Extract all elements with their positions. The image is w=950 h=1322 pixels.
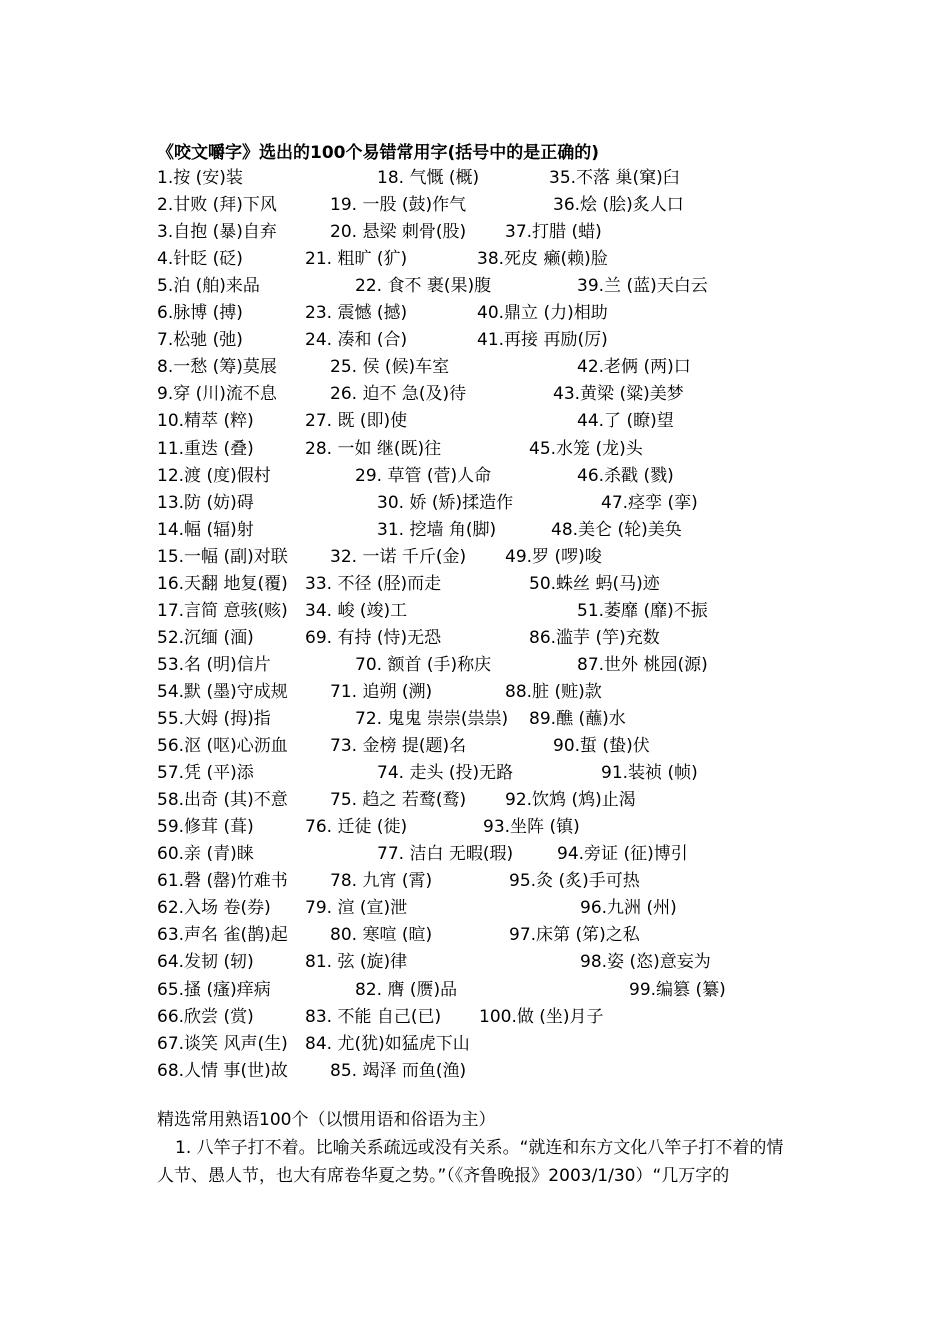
- list-item: 69. 有持 (恃)无恐: [305, 627, 442, 648]
- list-item: 81. 弦 (旋)律: [305, 952, 408, 973]
- list-item: 19. 一股 (鼓)作气: [330, 195, 467, 216]
- list-item: 20. 悬梁 刺骨(股): [330, 222, 467, 243]
- list-item: 26. 迫不 急(及)待: [330, 384, 467, 405]
- list-item: 73. 金榜 提(题)名: [330, 736, 467, 757]
- list-item: 8.一愁 (筹)莫展: [157, 357, 277, 378]
- list-item: 90.蜇 (蛰)伏: [553, 736, 650, 757]
- list-item: 43.黄梁 (粱)美梦: [553, 384, 684, 405]
- list-item: 28. 一如 继(既)往: [305, 438, 442, 459]
- list-item: 98.姿 (恣)意妄为: [580, 952, 711, 973]
- list-item: 40.鼎立 (力)相助: [477, 303, 608, 324]
- list-item: 97.床第 (笫)之私: [509, 925, 640, 946]
- list-item: 15.一幅 (副)对联: [157, 546, 288, 567]
- list-item: 53.名 (明)信片: [157, 654, 271, 675]
- list-row: [0, 300, 950, 327]
- list-item: 100.做 (坐)月子: [479, 1006, 604, 1027]
- list-item: 44.了 (瞭)望: [577, 411, 674, 432]
- list-row: [0, 814, 950, 841]
- list-item: 59.修茸 (葺): [157, 817, 254, 838]
- list-row: [0, 517, 950, 544]
- list-item: 75. 趋之 若鹜(鹜): [330, 790, 467, 811]
- list-row: [0, 760, 950, 787]
- list-item: 27. 既 (即)使: [305, 411, 408, 432]
- list-row: [0, 1031, 950, 1058]
- list-row: [0, 841, 950, 868]
- list-item: 23. 震憾 (撼): [305, 303, 408, 324]
- list-item: 25. 侯 (候)车室: [330, 357, 450, 378]
- list-row: [0, 408, 950, 435]
- list-item: 4.针眨 (砭): [157, 249, 243, 270]
- list-item: 70. 额首 (手)称庆: [355, 654, 492, 675]
- list-item: 76. 迁徒 (徙): [305, 817, 408, 838]
- list-item: 3.自抱 (暴)自弃: [157, 222, 277, 243]
- list-item: 42.老俩 (两)口: [577, 357, 691, 378]
- list-item: 99.编篡 (纂): [629, 979, 726, 1000]
- list-item: 35.不落 巢(窠)臼: [549, 168, 680, 188]
- list-row: [0, 246, 950, 273]
- list-item: 18. 气慨 (概): [377, 168, 480, 188]
- list-item: 30. 娇 (矫)揉造作: [377, 492, 514, 513]
- list-row: [0, 165, 950, 192]
- list-item: 13.防 (妨)碍: [157, 492, 254, 513]
- list-item: 31. 挖墙 角(脚): [377, 519, 497, 540]
- list-item: 56.沤 (呕)心沥血: [157, 736, 288, 757]
- list-item: 80. 寒喧 (暄): [330, 925, 433, 946]
- list-row: [0, 679, 950, 706]
- list-row: [0, 598, 950, 625]
- paragraph-text: 1. 八竿子打不着。比喻关系疏远或没有关系。“就连和东方文化八竿子打不着的情人节、愚人节，也大有席卷华夏之势。”（《齐鲁晚报》2003/1/30）“几万字的: [157, 1138, 784, 1186]
- list-item: 60.亲 (青)睐: [157, 844, 254, 865]
- list-item: 10.精萃 (粹): [157, 411, 254, 432]
- list-item: 17.言简 意骇(赅): [157, 600, 288, 621]
- list-row: [0, 354, 950, 381]
- list-item: 32. 一诺 千斤(金): [330, 546, 467, 567]
- list-item: 65.搔 (瘙)痒病: [157, 979, 271, 1000]
- list-item: 86.滥芋 (竽)充数: [529, 627, 660, 648]
- document-title: 《咬文嚼字》选出的100个易错常用字(括号中的是正确的): [157, 143, 600, 163]
- list-item: 79. 渲 (宣)泄: [305, 898, 408, 919]
- list-item: 55.大姆 (拇)指: [157, 709, 271, 729]
- list-item: 2.甘败 (拜)下风: [157, 195, 277, 216]
- list-row: [0, 949, 950, 976]
- list-item: 78. 九宵 (霄): [330, 871, 433, 892]
- list-item: 83. 不能 自己(已): [305, 1006, 442, 1027]
- list-item: 51.萎靡 (靡)不振: [577, 600, 708, 621]
- list-item: 12.渡 (度)假村: [157, 465, 271, 486]
- list-item: 94.旁证 (征)博引: [557, 844, 688, 865]
- list-row: [0, 219, 950, 246]
- list-row: [0, 1058, 950, 1085]
- list-item: 38.死皮 癞(赖)脸: [477, 249, 608, 270]
- list-item: 45.水笼 (龙)头: [529, 438, 643, 459]
- list-row: [0, 1004, 950, 1031]
- list-row: [0, 436, 950, 463]
- list-item: 66.欣尝 (赏): [157, 1006, 254, 1027]
- list-item: 50.蛛丝 蚂(马)迹: [529, 573, 660, 594]
- section-heading: 精选常用熟语100个（以惯用语和俗语为主）: [157, 1110, 496, 1130]
- list-item: 63.声名 雀(鹊)起: [157, 925, 288, 946]
- list-item: 39.兰 (蓝)天白云: [577, 276, 708, 297]
- list-item: 24. 凑和 (合): [305, 330, 408, 351]
- list-item: 16.天翻 地复(覆): [157, 573, 288, 594]
- list-item: 5.泊 (舶)来品: [157, 276, 260, 297]
- list-item: 41.再接 再励(厉): [477, 330, 608, 351]
- list-item: 49.罗 (啰)唆: [505, 546, 602, 567]
- list-item: 96.九洲 (州): [580, 898, 677, 919]
- list-item: 1.按 (安)装: [157, 168, 243, 188]
- list-item: 62.入场 卷(券): [157, 898, 271, 919]
- list-item: 72. 鬼鬼 崇崇(祟祟): [355, 709, 509, 729]
- list-row: [0, 192, 950, 219]
- list-item: 54.默 (墨)守成规: [157, 681, 288, 702]
- list-row: [0, 381, 950, 408]
- list-item: 7.松驰 (弛): [157, 330, 243, 351]
- list-item: 57.凭 (平)添: [157, 763, 254, 784]
- list-row: [0, 706, 950, 733]
- list-item: 33. 不径 (胫)而走: [305, 573, 442, 594]
- list-row: [0, 733, 950, 760]
- list-item: 22. 食不 裹(果)腹: [355, 276, 492, 297]
- list-item: 61.磬 (罄)竹难书: [157, 871, 288, 892]
- list-item: 11.重迭 (叠): [157, 438, 254, 459]
- list-item: 89.醮 (蘸)水: [529, 709, 626, 729]
- list-item: 36.烩 (脍)炙人口: [553, 195, 684, 216]
- list-row: [0, 868, 950, 895]
- list-item: 88.脏 (赃)款: [505, 681, 602, 702]
- list-row: [0, 977, 950, 1004]
- list-item: 9.穿 (川)流不息: [157, 384, 277, 405]
- list-row: [0, 571, 950, 598]
- list-row: [0, 463, 950, 490]
- list-row: [0, 922, 950, 949]
- list-item: 82. 膺 (赝)品: [355, 979, 458, 1000]
- list-item: 46.杀戳 (戮): [577, 465, 674, 486]
- list-item: 58.出奇 (其)不意: [157, 790, 288, 811]
- list-item: 74. 走头 (投)无路: [377, 763, 514, 784]
- list-row: [0, 787, 950, 814]
- list-row: [0, 490, 950, 517]
- list-row: [0, 327, 950, 354]
- list-item: 87.世外 桃园(源): [577, 654, 708, 675]
- list-item: 47.痉孪 (挛): [601, 492, 698, 513]
- list-item: 34. 峻 (竣)工: [305, 600, 408, 621]
- list-row: [0, 625, 950, 652]
- list-row: [0, 273, 950, 300]
- list-item: 91.装祯 (帧): [601, 763, 698, 784]
- list-item: 14.幅 (辐)射: [157, 519, 254, 540]
- list-item: 37.打腊 (蜡): [505, 222, 602, 243]
- list-item: 29. 草管 (菅)人命: [355, 465, 492, 486]
- list-item: 21. 粗旷 (犷): [305, 249, 408, 270]
- list-item: 95.灸 (炙)手可热: [509, 871, 640, 892]
- list-row: [0, 895, 950, 922]
- list-item: 6.脉博 (搏): [157, 303, 243, 324]
- list-item: 68.人情 事(世)故: [157, 1060, 288, 1081]
- list-item: 67.谈笑 风声(生): [157, 1033, 288, 1054]
- list-item: 71. 追朔 (溯): [330, 681, 433, 702]
- list-item: 85. 竭泽 而鱼(渔): [330, 1060, 467, 1081]
- list-row: [0, 652, 950, 679]
- list-item: 64.发韧 (轫): [157, 952, 254, 973]
- list-item: 93.坐阵 (镇): [483, 817, 580, 838]
- list-item: 84. 尤(犹)如猛虎下山: [305, 1033, 470, 1054]
- idiom-paragraph: [157, 1134, 797, 1190]
- list-row: [0, 544, 950, 571]
- list-item: 77. 洁白 无暇(瑕): [377, 844, 514, 865]
- list-item: 52.沉缅 (湎): [157, 627, 254, 648]
- list-item: 48.美仑 (轮)美奂: [551, 519, 682, 540]
- list-item: 92.饮鸩 (鸩)止渴: [505, 790, 636, 811]
